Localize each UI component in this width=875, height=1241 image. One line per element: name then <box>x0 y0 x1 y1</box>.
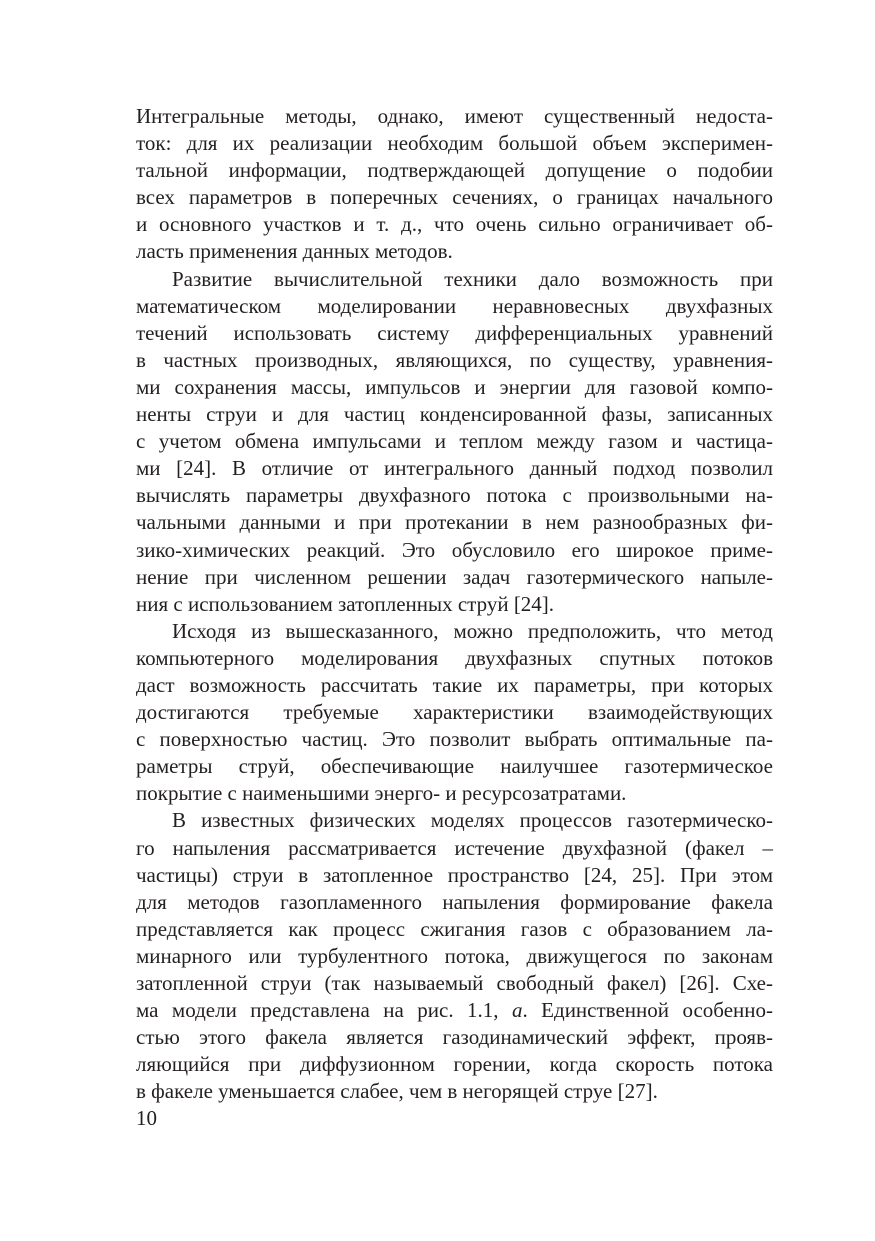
paragraph-1 <box>136 103 773 266</box>
text-line: Развитие вычислительной техники дало возможность при <box>172 266 773 291</box>
text-line: ми сохранения массы, импульсов и энергии для газовой компо- <box>136 374 773 399</box>
text-line: ми [24]. В отличие от интегрального данный подход позволил <box>136 456 773 481</box>
page-number: 10 <box>136 1106 157 1130</box>
text-line: с учетом обмена импульсами и теплом между газом и частица- <box>136 429 773 454</box>
text-line: вычислять параметры двухфазного потока с произвольными на- <box>136 483 773 508</box>
text-line: математическом моделировании неравновесных двухфазных <box>136 293 773 318</box>
text-line: чальными данными и при протекании в нем разнообразных фи- <box>136 510 773 535</box>
text-line: раметры струй, обеспечивающие наилучшее газотермическое <box>136 754 773 779</box>
text-line: ласть применения данных методов. <box>136 239 453 264</box>
text-line: в частных производных, являющихся, по существу, уравнения- <box>136 347 773 372</box>
text-line: ток: для их реализации необходим большой объем эксперимен- <box>136 131 773 156</box>
text-line: Исходя из вышесказанного, можно предположить, что метод <box>172 618 773 643</box>
page-body <box>136 103 773 1105</box>
text-line: и основного участков и т. д., что очень сильно ограничивает об- <box>136 212 773 237</box>
text-line: зико-химических реакций. Это обусловило его широкое приме- <box>136 537 773 562</box>
text-line: затопленной струи (так называемый свободный факел) [26]. Схе- <box>136 971 773 995</box>
paragraph-2 <box>136 266 773 618</box>
text-line: достигаются требуемые характеристики взаимодействующих <box>136 700 773 725</box>
text-line: стью этого факела является газодинамический эффект, прояв- <box>136 1025 773 1050</box>
text-segment: . Единственной особенно- <box>522 998 773 1023</box>
text-line: ненты струи и для частиц конденсированной фазы, записанных <box>136 402 773 427</box>
text-line: нение при численном решении задач газотермического напыле- <box>136 564 773 589</box>
text-line: минарного или турбулентного потока, движущегося по законам <box>136 943 773 968</box>
text-line: всех параметров в поперечных сечениях, о границах начального <box>136 185 773 210</box>
text-line-with-figure-ref <box>136 997 773 1024</box>
text-line: для методов газопламенного напыления формирование факела <box>136 889 773 914</box>
text-segment: ма модели представлена на рис. 1.1, <box>136 998 512 1023</box>
text-line: В известных физических моделях процессов газотермическо- <box>172 808 773 833</box>
text-line: представляется как процесс сжигания газов с образованием ла- <box>136 916 773 941</box>
text-line: Интегральные методы, однако, имеют существенный недоста- <box>136 104 773 128</box>
text-line: компьютерного моделирования двухфазных спутных потоков <box>136 645 773 670</box>
text-line: тальной информации, подтверждающей допущение о подобии <box>136 158 773 183</box>
text-line: го напыления рассматривается истечение двухфазной (факел – <box>136 835 773 860</box>
text-line: в факеле уменьшается слабее, чем в негорящей струе [27]. <box>136 1079 658 1104</box>
paragraph-4 <box>136 807 773 1105</box>
text-line: ния с использованием затопленных струй [24]. <box>136 591 555 616</box>
text-line: с поверхностью частиц. Это позволит выбрать оптимальные па- <box>136 727 773 752</box>
text-line: покрытие с наименьшими энерго- и ресурсозатратами. <box>136 781 627 806</box>
text-line: даст возможность рассчитать такие их параметры, при которых <box>136 672 773 697</box>
text-line: ляющийся при диффузионном горении, когда скорость потока <box>136 1052 773 1077</box>
paragraph-3 <box>136 618 773 808</box>
text-line: течений использовать систему дифференциальных уравнений <box>136 320 773 345</box>
text-line: частицы) струи в затопленное пространство [24, 25]. При этом <box>136 862 773 887</box>
figure-ref-letter: а <box>511 998 523 1023</box>
